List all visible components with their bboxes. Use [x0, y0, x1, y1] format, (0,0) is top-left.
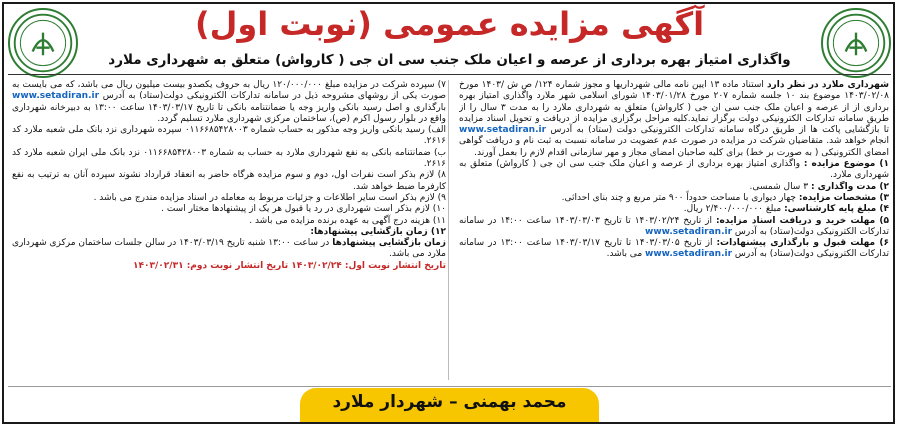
municipality-seal-icon — [821, 8, 891, 78]
item-1-label: ۱) موضوع مزایده : — [803, 159, 889, 170]
left-column — [12, 80, 446, 382]
municipality-seal-icon — [8, 8, 78, 78]
opening-label: زمان بازگشایی پیشنهادها — [332, 238, 446, 249]
item-6 — [459, 238, 889, 261]
item-8: ۸) لازم بذکر است نفرات اول، دوم و سوم مزایده هرگاه حاضر به انعقاد قرارداد نشوند سپرده آنان به ترتیب به نفع کارفرما ضبط خواهد شد. — [12, 170, 446, 192]
item-11: ۱۱) هزینه درج آگهی به عهده برنده مزایده می باشد . — [249, 215, 446, 226]
intro-lead: شهرداری ملارد در نظر دارد — [766, 80, 889, 90]
opening-time — [12, 238, 446, 261]
mayor-signature: محمد بهمنی – شهردار ملارد — [332, 392, 567, 412]
item-5-label: ۵) مهلت خرید و دریافت اسناد مزایده: — [715, 215, 889, 226]
item-3-label: ۳) مشخصات مزایده: — [798, 192, 889, 203]
intro-paragraph — [459, 80, 889, 159]
item-10: ۱۰) لازم بذکر است شهرداری در رد یا قبول هر یک از پیشنهادها مختار است . — [161, 204, 446, 215]
setad-link[interactable]: www.setadiran.ir — [645, 226, 733, 237]
item-6-label: ۶) مهلت قبول و بارگذاری پیشنهادات: — [716, 238, 889, 249]
item-1-text: واگذاری امتیاز بهره برداری از عرصه و اعیان ملک جنب سی ان جی ( کارواش) متعلق به شهرداری ملارد. — [459, 159, 889, 181]
item-3-text: چهار دیواری با مساحت حدوداً ۹۰۰ متر مربع و چند بنای احداثی. — [561, 192, 796, 203]
notice-subtitle: واگذاری امتیاز بهره برداری از عرصه و اعیان ملک جنب سی ان جی ( کارواش) متعلق به شهرداری ملارد — [108, 52, 791, 68]
divider — [8, 74, 891, 75]
item-4 — [459, 204, 889, 215]
item-7b: ب) ضمانتنامه بانکی به نفع شهرداری ملارد به حساب به شماره ۰۱۱۶۶۸۵۴۲۸۰۰۳ نزد بانک ملی ایران شعبه ملارد کد ۲۶۱۶. — [12, 147, 446, 170]
setad-link[interactable]: www.setadiran.ir — [459, 125, 547, 136]
item-1 — [459, 159, 889, 182]
item-12: ۱۲) زمان بازگشایی پیشنهادها: — [310, 226, 446, 237]
footer-divider — [8, 386, 891, 387]
item-7 — [12, 80, 446, 125]
item-3 — [459, 193, 889, 204]
item-9: ۹) لازم بذکر است سایر اطلاعات و جزئیات مربوط به معامله در اسناد مزایده مندرج می باشد . — [93, 192, 446, 203]
item-5 — [459, 216, 889, 239]
item-7a: الف) رسید بانکی واریز وجه مذکور به حساب شماره ۰۱۱۶۶۸۵۴۲۸۰۰۳ سپرده شهرداری نزد بانک ملی شعبه ملارد کد ۲۶۱۶. — [12, 125, 446, 147]
setad-link[interactable]: www.setadiran.ir — [645, 249, 733, 260]
notice-title: آگهی مزایده عمومی (نوبت اول) — [194, 5, 705, 43]
item-2-text: ۳ سال شمسی. — [749, 181, 809, 192]
right-column — [459, 80, 889, 382]
item-4-label: ۴) مبلغ پایه کارشناسی: — [784, 204, 889, 215]
item-2-label: ۲) مدت واگذاری : — [810, 181, 889, 192]
item-6-text: از تاریخ ۱۴۰۳/۰۳/۰۵ تا تاریخ ۱۴۰۳/۰۳/۱۷ ساعت ۱۳:۰۰ در سامانه تدارکات الکترونیکی دولت(ستاد) به آدرس — [459, 238, 889, 260]
publication-dates: تاریخ انتشار نوبت اول: ۱۴۰۳/۰۲/۲۴ تاریخ انتشار نوبت دوم: ۱۴۰۳/۰۲/۳۱ — [133, 260, 446, 271]
item-7-text: ۷) سپرده شرکت در مزایده مبلغ ۱۲۰/۰۰۰/۰۰۰ ریال به حروف یکصدو بیست میلیون ریال می باشد، که می بایست به صورت یکی از روشهای مشروحه ذیل در سامانه تدارکات الکترونیکی دولت(ستاد) به آدرس — [12, 80, 446, 102]
column-divider — [448, 80, 449, 380]
item-5-text: از تاریخ ۱۴۰۳/۰۲/۲۴ تا تاریخ ۱۴۰۳/۰۳/۰۳ ساعت ۱۴:۰۰ در سامانه تدارکات الکترونیکی دولت(ستاد) به آدرس — [459, 215, 889, 237]
item-6-tail: می باشد. — [606, 249, 643, 260]
opening-text: در ساعت ۱۳:۰۰ شنبه تاریخ ۱۴۰۳/۰۳/۱۹ در سالن جلسات ساختمان مرکزی شهرداری ملارد می باشد. — [12, 238, 446, 260]
item-4-text: مبلغ ۲/۴۰۰/۰۰۰/۰۰۰ ریال. — [683, 204, 782, 215]
item-2 — [459, 182, 889, 193]
setad-link[interactable]: www.setadiran.ir — [12, 91, 100, 102]
intro-text: استناد ماده ۱۳ آیین نامه مالی شهرداریها و مجوز شماره ۱۲۴/ ص ش /۱۴۰۳ مورخ ۱۴۰۳/۰۲/۰۸ موضوع بند ۱۰ جلسه شماره ۲۰۷ مورخ ۱۴۰۳/۰۱/۲۸ شورای اسلامی شهر ملارد واگذاری امتیاز بهره برداری از از عرصه و اعیان ملک جنب سی ان جی ( کارواش) متعلق به شهرداری ملارد را به مدت ۳ سال را از طریق سامانه تدارکات الکترونیکی دولت برگزار نماید.کلیه مراحل برگزاری مزایده از دریافت و تحویل اسناد مزایده تا بازگشایی پاکت ها از طریق درگاه سامانه تدارکات الکترونیکی دولت (ستاد) به آدرس — [459, 80, 889, 136]
intro-tail: انجام خواهد شد. متقاضیان شرکت در مزایده در صورت عدم عضویت در سامانه نسبت به ثبت نام و دریافت گواهی امضای الکترونیکی ( به صورت بر خط) برای کلیه صاحبان امضای مجاز و مهر سازمانی اقدام لازم را بعمل آورند. — [459, 136, 889, 158]
item-7-tail: بارگذاری و اصل رسید بانکی واریز وجه یا ضمانتنامه بانکی تا تاریخ ۱۴۰۳/۰۳/۱۷ ساعت ۱۳:۰۰ به دبیرخانه شهرداری واقع در بلوار رسول اکرم (ص)، ساختمان مرکزی شهرداری ملارد تسلیم گردد. — [12, 102, 446, 124]
